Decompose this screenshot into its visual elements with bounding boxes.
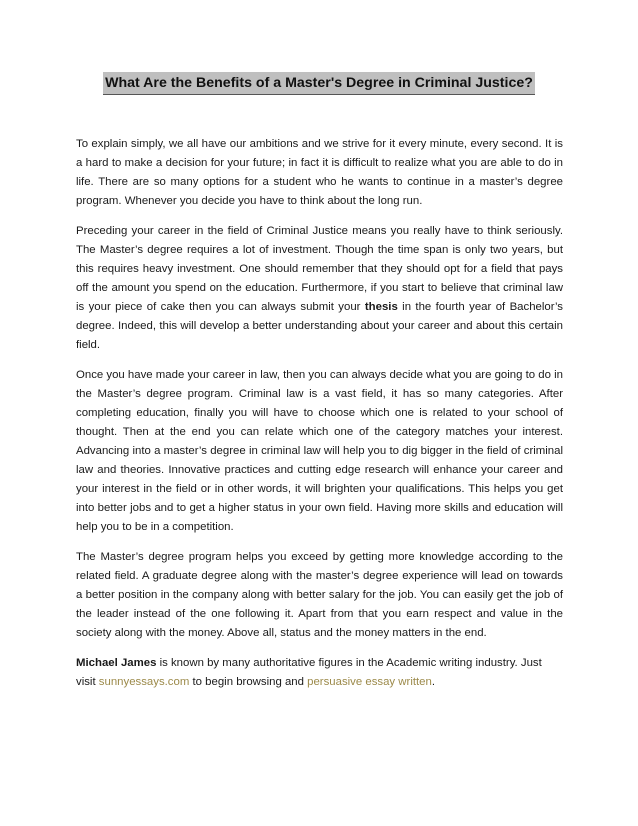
paragraph-1: To explain simply, we all have our ambitions and we strive for it every minute, every second. It is a hard to make a decision for your future; in fact it is difficult to realize what you are able to do in life. There are so many options for a student who he wants to continue in a master’s degree program. Whenever you decide you have to think about the long run.: [76, 138, 563, 207]
paragraph-4: The Master’s degree program helps you exceed by getting more knowledge according to the related field. A graduate degree along with the master’s degree experience will lead on towards a better position in the company along with better salary for the job. You can easily get the job of the leader instead of the one following it. Apart from that you earn respect and value in the society along with the money. Above all, status and the money matters in the end.: [76, 551, 563, 639]
paragraph-2-text-before: Preceding your career in the field of Criminal Justice means you really have to think seriously. The Master’s degree requires a lot of investment. Though the time span is only two years, but this requires heavy investment. One should remember that they should opt for a field that pays off the amount you spend on the education. Furthermore, if you start to believe that criminal law is your piece of cake then you can always submit your: [76, 225, 563, 313]
paragraph-3: Once you have made your career in law, then you can always decide what you are going to do in the Master’s degree program. Criminal law is a vast field, it has so many categories. After completing education, finally you will have to choose which one is related to your school of thought. Then at the end you can relate which one of the category matches your interest. Advancing into a master’s degree in criminal law will help you to dig bigger in the field of criminal law and theories. Innovative practices and cutting edge research will enhance your career and your interest in the field or in other words, it will brighten your qualifications. This helps you get into better jobs and to get a higher status in your own field. Having more skills and education will help you to be in a competition.: [76, 369, 563, 533]
title-container: [0, 72, 638, 95]
paragraph-2: [76, 222, 563, 355]
author-name: Michael James: [76, 657, 157, 669]
paragraph-2-text-after: in the fourth year of Bachelor’s degree. Indeed, this will develop a better understanding about your career and about this certain field.: [76, 301, 563, 351]
document-title: What Are the Benefits of a Master's Degree in Criminal Justice?: [103, 72, 535, 95]
document-body: [76, 135, 563, 703]
author-text-2: to begin browsing and: [189, 676, 308, 688]
author-paragraph: [76, 654, 563, 692]
author-text-3: .: [431, 676, 436, 688]
sunnyessays-link[interactable]: sunnyessays.com: [98, 676, 190, 688]
thesis-bold-text: thesis: [364, 301, 398, 313]
persuasive-essay-link[interactable]: persuasive essay written: [307, 676, 432, 688]
author-text-1: is known by many authoritative figures in the Academic writing industry. Just visit: [76, 657, 542, 688]
